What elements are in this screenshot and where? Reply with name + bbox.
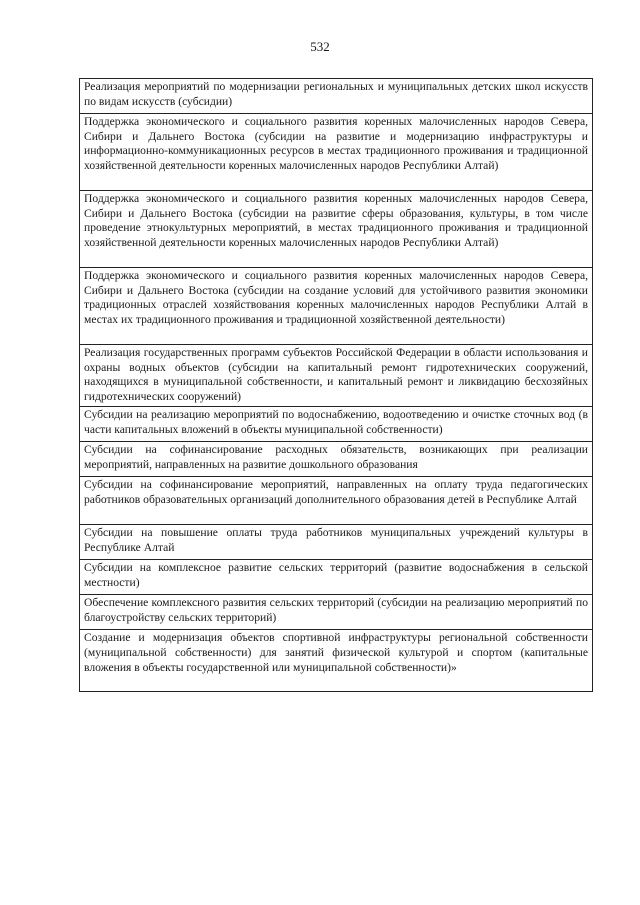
page-number: 532 <box>310 39 330 54</box>
table-row <box>80 525 593 560</box>
table-row <box>80 442 593 477</box>
table-row <box>80 79 593 114</box>
table-row <box>80 477 593 525</box>
table-cell: Субсидии на повышение оплаты труда работников муниципальных учреждений культуры в Республике Алтай <box>80 525 593 560</box>
table-cell: Реализация государственных программ субъектов Российской Федерации в области использования и охраны водных объектов (субсидии на капитальный ремонт гидротехнических сооружений, находящихся в муниципальной собственности, и капитальный ремонт и ликвидацию бесхозяйных гидротехнических сооружений) <box>80 345 593 407</box>
table-cell: Субсидии на софинансирование мероприятий, направленных на оплату труда педагогических работников образовательных организаций дополнительного образования детей в Республике Алтай <box>80 477 593 525</box>
table-cell: Обеспечение комплексного развития сельских территорий (субсидии на реализацию мероприятий по благоустройству сельских территорий) <box>80 595 593 630</box>
subsidy-table <box>79 78 593 692</box>
table-row <box>80 630 593 692</box>
table-cell: Создание и модернизация объектов спортивной инфраструктуры региональной собственности (муниципальной собственности) для занятий физической культурой и спортом (капитальные вложения в объекты государственной или муниципальной собственности)» <box>80 630 593 692</box>
table-row <box>80 595 593 630</box>
table-cell: Поддержка экономического и социального развития коренных малочисленных народов Севера, Сибири и Дальнего Востока (субсидии на развитие и модернизацию инфраструктуры и информационно-коммуникационных ресурсов в местах традиционного проживания и традиционной хозяйственной деятельности коренных малочисленных народов Республики Алтай) <box>80 114 593 191</box>
table-cell: Поддержка экономического и социального развития коренных малочисленных народов Севера, Сибири и Дальнего Востока (субсидии на развитие сферы образования, культуры, в том числе проведение этнокультурных мероприятий, в местах традиционного проживания и традиционной хозяйственной деятельности коренных малочисленных народов Республики Алтай) <box>80 191 593 268</box>
table-row <box>80 345 593 407</box>
table-cell: Субсидии на софинансирование расходных обязательств, возникающих при реализации мероприятий, направленных на развитие дошкольного образования <box>80 442 593 477</box>
table-row <box>80 268 593 345</box>
table-cell: Реализация мероприятий по модернизации региональных и муниципальных детских школ искусств по видам искусств (субсидии) <box>80 79 593 114</box>
table-row <box>80 114 593 191</box>
table-row <box>80 407 593 442</box>
table-cell: Субсидии на реализацию мероприятий по водоснабжению, водоотведению и очистке сточных вод (в части капитальных вложений в объекты муниципальной собственности) <box>80 407 593 442</box>
table-row <box>80 560 593 595</box>
table-cell: Субсидии на комплексное развитие сельских территорий (развитие водоснабжения в сельской местности) <box>80 560 593 595</box>
table-cell: Поддержка экономического и социального развития коренных малочисленных народов Севера, Сибири и Дальнего Востока (субсидии на создание условий для устойчивого развития экономики традиционных отраслей хозяйствования коренных малочисленных народов Республики Алтай в местах их традиционного проживания и традиционной хозяйственной деятельности) <box>80 268 593 345</box>
table-row <box>80 191 593 268</box>
